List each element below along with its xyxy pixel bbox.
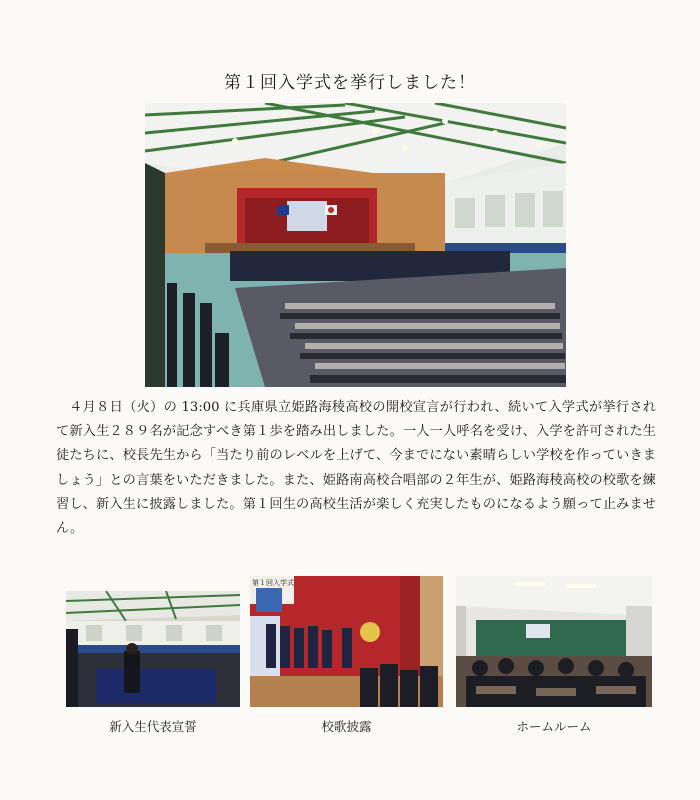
caption-homeroom: ホームルーム [516, 719, 592, 734]
entrance-ceremony-photo [145, 103, 566, 387]
caption-representative-oath: 新入生代表宣誓 [109, 719, 197, 734]
homeroom-photo [456, 576, 652, 707]
representative-oath-photo [66, 591, 240, 707]
article-body: ４月８日（火）の 13:00 に兵庫県立姫路海稜高校の開校宣言が行われ、続いて入学式が挙行されて新入生２８９名が記念すべき第１歩を踏み出しました。一人一人呼名を受け、入学を許可された生徒たちに、校長先生から「当たり前のレベルを上げて、今までにない素晴らしい学校を作っていきましょう」との言葉をいただきました。また、姫路南高校合唱部の２年生が、姫路海稜高校の校歌を練習し、新入生に披露しました。第１回生の高校生活が楽しく充実したものになるよう願って止みません。 [56, 400, 656, 537]
stage-sign: 第１回入学式 [252, 579, 294, 587]
caption-school-song: 校歌披露 [321, 719, 372, 734]
document-title: 第１回入学式を挙行しました！ [224, 73, 476, 93]
school-song-photo [250, 576, 443, 707]
